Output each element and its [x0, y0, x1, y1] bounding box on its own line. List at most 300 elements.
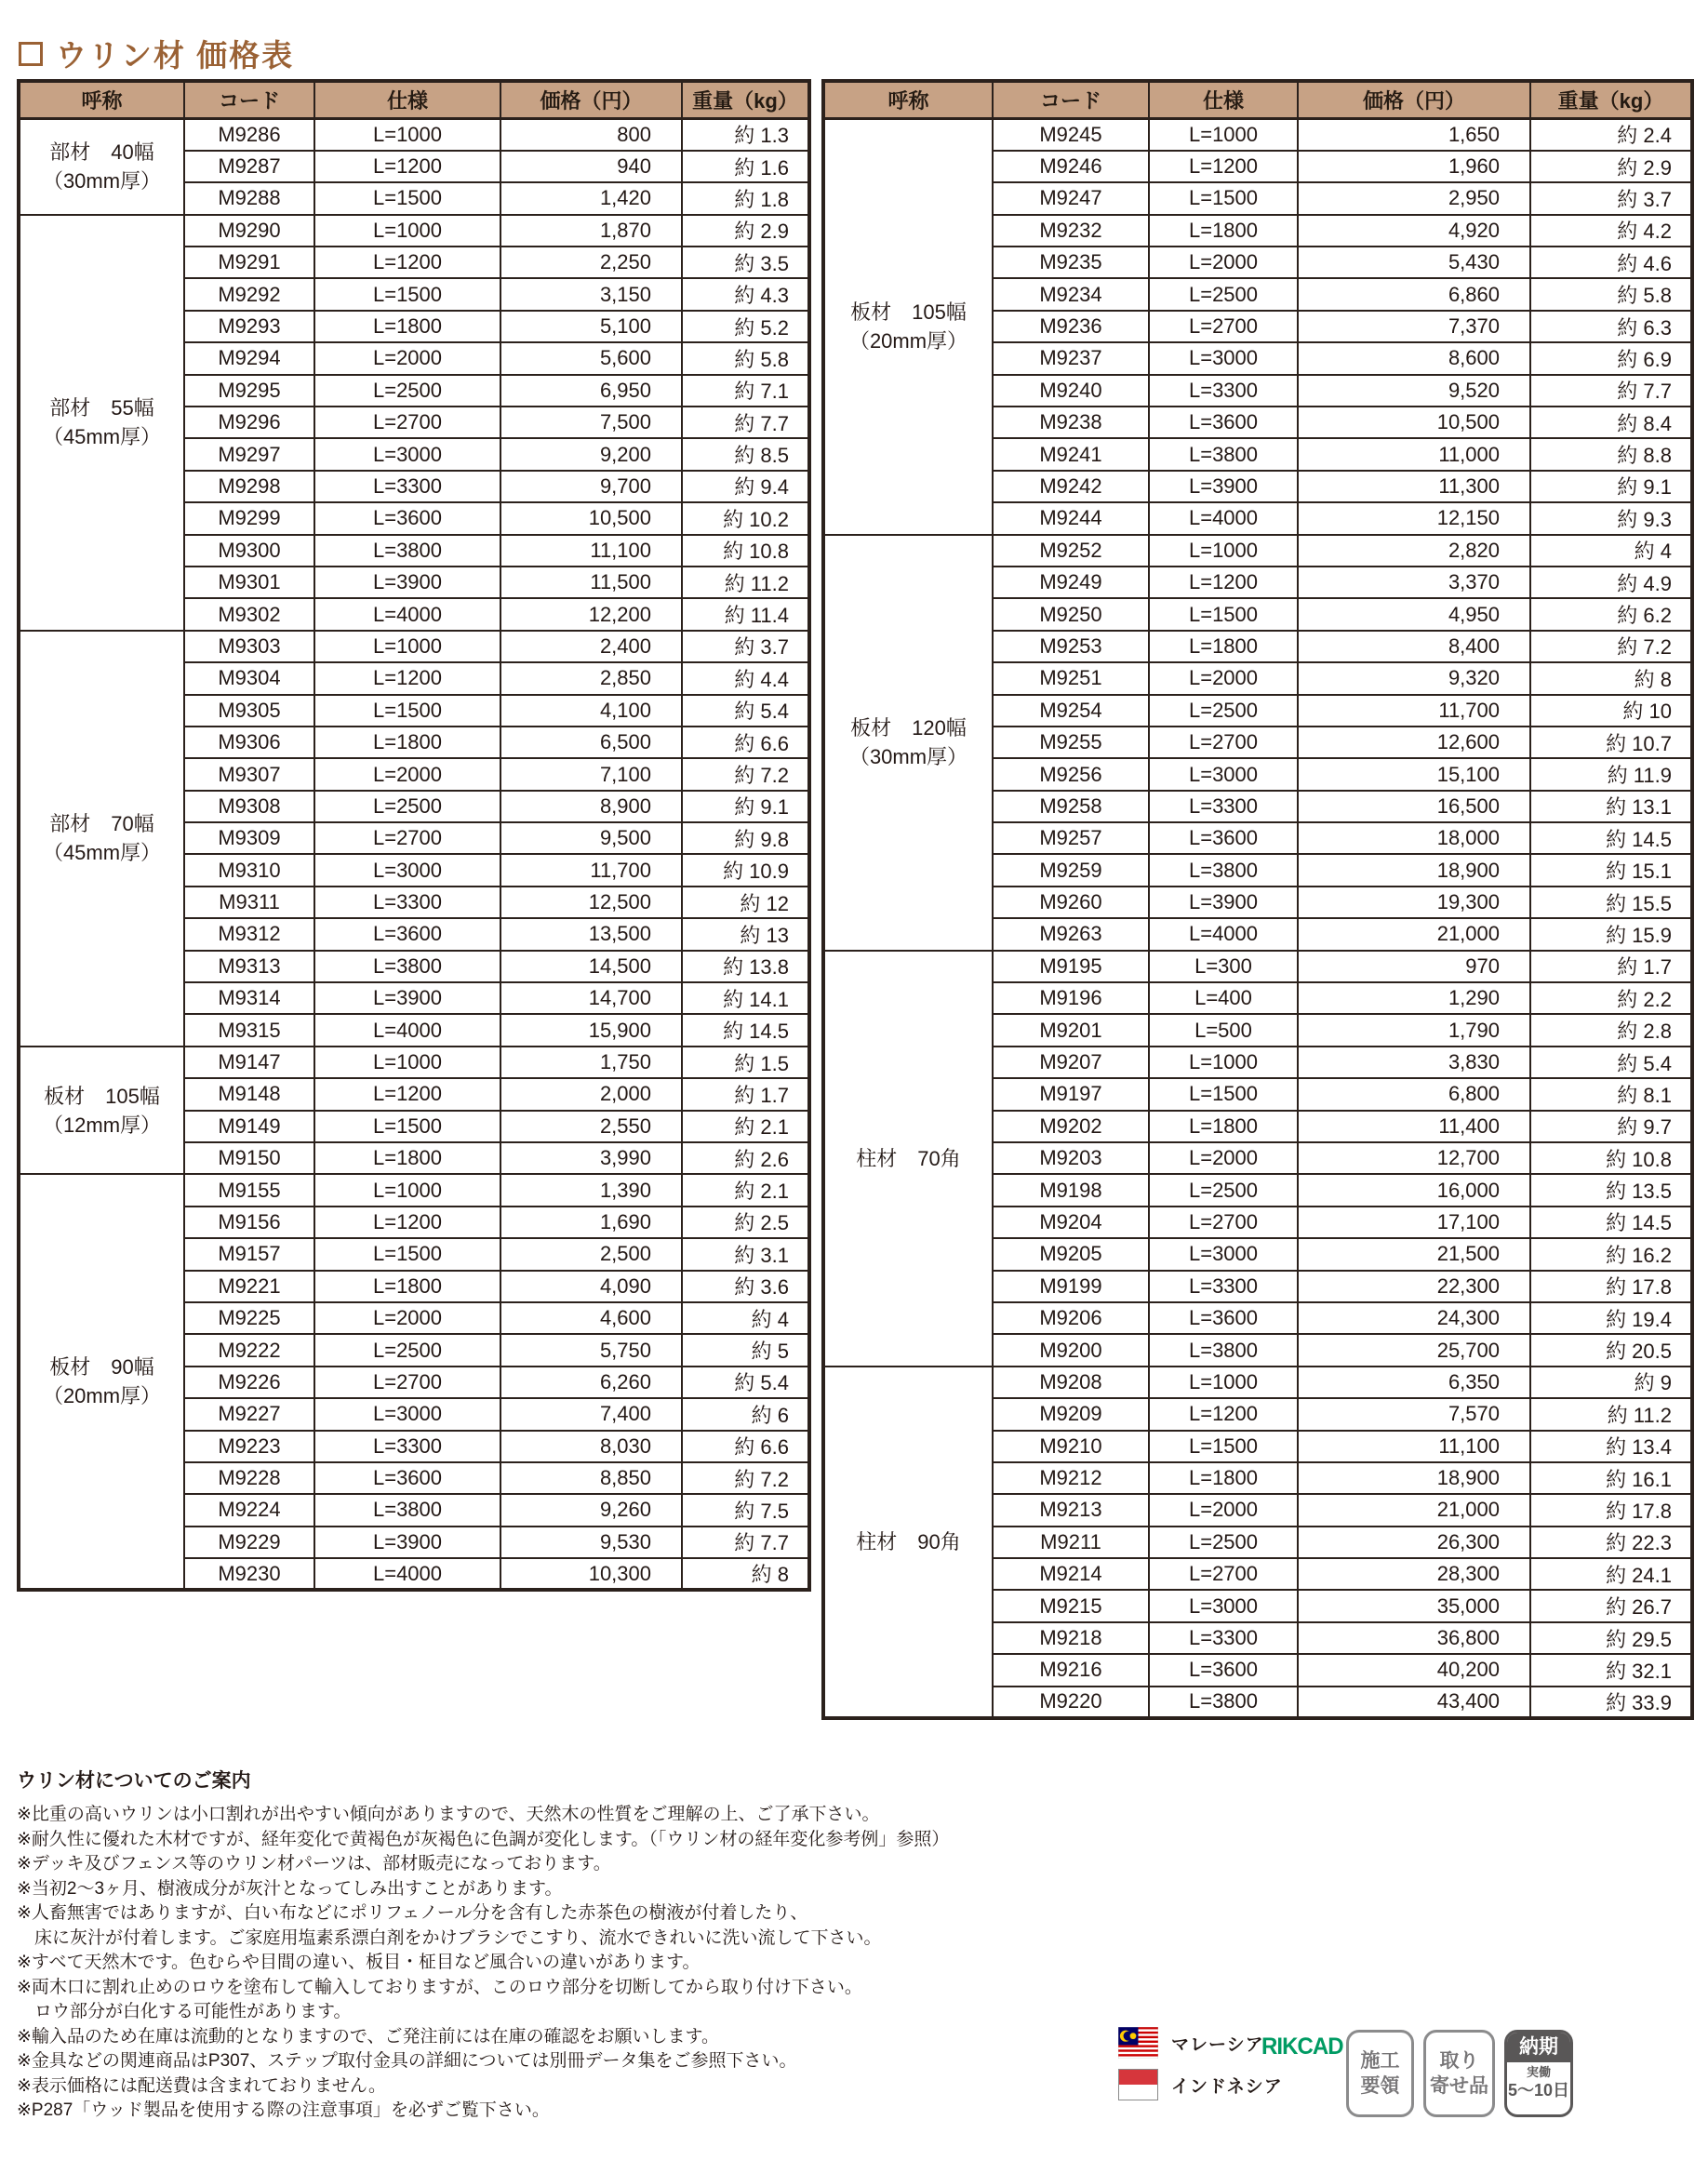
code-cell: M9196 [993, 982, 1149, 1014]
spec-cell: L=1500 [314, 1238, 500, 1270]
price-cell: 24,300 [1298, 1302, 1530, 1334]
weight-cell: 約 6.6 [682, 1431, 809, 1462]
weight-cell: 約 10.7 [1530, 727, 1692, 758]
weight-cell: 約 11.9 [1530, 758, 1692, 790]
code-cell: M9213 [993, 1494, 1149, 1526]
code-cell: M9291 [184, 247, 314, 278]
price-cell: 940 [500, 151, 682, 182]
spec-cell: L=1200 [314, 151, 500, 182]
spec-cell: L=2500 [1149, 695, 1298, 727]
code-cell: M9254 [993, 695, 1149, 727]
spec-cell: L=1000 [1149, 119, 1298, 151]
code-cell: M9200 [993, 1334, 1149, 1366]
code-cell: M9244 [993, 502, 1149, 534]
code-cell: M9209 [993, 1398, 1149, 1430]
note-line: ※当初2～3ヶ月、樹液成分が灰汁となってしみ出すことがあります。 [17, 1878, 563, 1899]
code-cell: M9226 [184, 1367, 314, 1398]
flag-row-indonesia [1118, 2069, 1283, 2100]
spec-cell: L=2000 [314, 1302, 500, 1334]
code-cell: M9292 [184, 278, 314, 310]
code-cell: M9260 [993, 887, 1149, 918]
weight-cell: 約 7.1 [682, 375, 809, 407]
table-row [19, 631, 809, 662]
price-cell: 1,790 [1298, 1014, 1530, 1046]
price-cell: 7,400 [500, 1398, 682, 1430]
weight-cell: 約 13.4 [1530, 1431, 1692, 1462]
note-line: ロウ部分が白化する可能性があります。 [17, 2002, 352, 2021]
price-table-left [17, 79, 811, 1592]
spec-cell: L=2000 [1149, 1494, 1298, 1526]
price-cell: 1,750 [500, 1047, 682, 1078]
construction-badge [1346, 2030, 1414, 2117]
spec-cell: L=2500 [1149, 278, 1298, 310]
weight-cell: 約 7.2 [682, 758, 809, 790]
price-cell: 21,000 [1298, 918, 1530, 950]
price-cell: 6,860 [1298, 278, 1530, 310]
code-cell: M9299 [184, 502, 314, 534]
spec-cell: L=3800 [314, 535, 500, 567]
code-cell: M9304 [184, 662, 314, 694]
weight-cell: 約 5.4 [1530, 1047, 1692, 1078]
note-line: ※デッキ及びフェンス等のウリン材パーツは、部材販売になっております。 [17, 1854, 611, 1873]
weight-cell: 約 2.9 [682, 215, 809, 247]
backorder-badge [1423, 2030, 1495, 2117]
code-cell: M9199 [993, 1271, 1149, 1302]
weight-cell: 約 13.5 [1530, 1174, 1692, 1206]
spec-cell: L=3300 [1149, 375, 1298, 407]
spec-cell: L=1500 [1149, 598, 1298, 630]
weight-cell: 約 8.4 [1530, 407, 1692, 438]
code-cell: M9252 [993, 535, 1149, 567]
code-cell: M9235 [993, 247, 1149, 278]
weight-cell: 約 6.3 [1530, 311, 1692, 342]
price-cell: 16,500 [1298, 791, 1530, 822]
weight-cell: 約 1.5 [682, 1047, 809, 1078]
price-cell: 12,200 [500, 598, 682, 630]
spec-cell: L=1200 [1149, 151, 1298, 182]
backorder-badge-line2: 寄せ品 [1430, 2075, 1488, 2097]
price-cell: 11,700 [500, 854, 682, 886]
price-cell: 25,700 [1298, 1334, 1530, 1366]
price-cell: 26,300 [1298, 1527, 1530, 1558]
weight-cell: 約 7.7 [682, 1527, 809, 1558]
spec-cell: L=1800 [1149, 1462, 1298, 1494]
code-cell: M9312 [184, 918, 314, 950]
price-cell: 18,900 [1298, 1462, 1530, 1494]
spec-cell: L=1000 [314, 1174, 500, 1206]
code-cell: M9227 [184, 1398, 314, 1430]
spec-cell: L=3800 [314, 951, 500, 982]
weight-cell: 約 9 [1530, 1367, 1692, 1398]
group-label: 板材 120幅 （30mm厚） [823, 535, 993, 951]
spec-cell: L=2000 [1149, 1142, 1298, 1174]
code-cell: M9293 [184, 311, 314, 342]
spec-cell: L=1000 [1149, 535, 1298, 567]
weight-cell: 約 9.3 [1530, 502, 1692, 534]
spec-cell: L=300 [1149, 951, 1298, 982]
price-cell: 11,300 [1298, 471, 1530, 502]
price-cell: 14,700 [500, 982, 682, 1014]
spec-cell: L=1000 [314, 215, 500, 247]
code-cell: M9288 [184, 182, 314, 214]
code-cell: M9253 [993, 631, 1149, 662]
code-cell: M9224 [184, 1494, 314, 1526]
code-cell: M9155 [184, 1174, 314, 1206]
code-cell: M9229 [184, 1527, 314, 1558]
weight-cell: 約 5.4 [682, 1367, 809, 1398]
spec-cell: L=3000 [1149, 758, 1298, 790]
code-cell: M9307 [184, 758, 314, 790]
code-cell: M9249 [993, 567, 1149, 598]
code-cell: M9228 [184, 1462, 314, 1494]
spec-cell: L=3800 [1149, 438, 1298, 470]
column-header: 呼称 [823, 81, 993, 119]
price-cell: 9,520 [1298, 375, 1530, 407]
spec-cell: L=2500 [314, 1334, 500, 1366]
weight-cell: 約 9.1 [1530, 471, 1692, 502]
code-cell: M9306 [184, 727, 314, 758]
price-cell: 5,750 [500, 1334, 682, 1366]
price-cell: 19,300 [1298, 887, 1530, 918]
weight-cell: 約 14.1 [682, 982, 809, 1014]
price-cell: 1,690 [500, 1207, 682, 1238]
spec-cell: L=3300 [314, 887, 500, 918]
column-header: 仕様 [314, 81, 500, 119]
code-cell: M9245 [993, 119, 1149, 151]
price-cell: 9,700 [500, 471, 682, 502]
spec-cell: L=1500 [314, 278, 500, 310]
code-cell: M9208 [993, 1367, 1149, 1398]
price-cell: 9,200 [500, 438, 682, 470]
weight-cell: 約 22.3 [1530, 1527, 1692, 1558]
spec-cell: L=1000 [314, 631, 500, 662]
price-cell: 2,550 [500, 1111, 682, 1142]
code-cell: M9242 [993, 471, 1149, 502]
code-cell: M9215 [993, 1590, 1149, 1621]
price-cell: 15,100 [1298, 758, 1530, 790]
page-title: ウリン材 価格表 [56, 38, 295, 73]
weight-cell: 約 16.2 [1530, 1238, 1692, 1270]
code-cell: M9308 [184, 791, 314, 822]
weight-cell: 約 7.7 [682, 407, 809, 438]
weight-cell: 約 20.5 [1530, 1334, 1692, 1366]
price-cell: 2,000 [500, 1078, 682, 1110]
price-cell: 12,600 [1298, 727, 1530, 758]
price-cell: 8,030 [500, 1431, 682, 1462]
spec-cell: L=1500 [314, 182, 500, 214]
price-cell: 8,600 [1298, 342, 1530, 374]
price-cell: 7,570 [1298, 1398, 1530, 1430]
price-cell: 16,000 [1298, 1174, 1530, 1206]
code-cell: M9263 [993, 918, 1149, 950]
code-cell: M9309 [184, 822, 314, 854]
weight-cell: 約 8.8 [1530, 438, 1692, 470]
price-table-right [821, 79, 1694, 1720]
code-cell: M9195 [993, 951, 1149, 982]
price-cell: 28,300 [1298, 1558, 1530, 1590]
code-cell: M9202 [993, 1111, 1149, 1142]
group-label: 部材 40幅 （30mm厚） [19, 119, 184, 215]
code-cell: M9237 [993, 342, 1149, 374]
spec-cell: L=2500 [1149, 1174, 1298, 1206]
spec-cell: L=1200 [1149, 1398, 1298, 1430]
spec-cell: L=3800 [314, 1494, 500, 1526]
spec-cell: L=1000 [1149, 1047, 1298, 1078]
price-cell: 4,090 [500, 1271, 682, 1302]
price-cell: 4,600 [500, 1302, 682, 1334]
code-cell: M9301 [184, 567, 314, 598]
code-cell: M9298 [184, 471, 314, 502]
weight-cell: 約 10.9 [682, 854, 809, 886]
weight-cell: 約 3.7 [1530, 182, 1692, 214]
price-cell: 5,600 [500, 342, 682, 374]
weight-cell: 約 4.9 [1530, 567, 1692, 598]
weight-cell: 約 13.8 [682, 951, 809, 982]
spec-cell: L=3600 [1149, 1654, 1298, 1686]
delivery-badge [1504, 2030, 1573, 2117]
code-cell: M9225 [184, 1302, 314, 1334]
price-cell: 5,100 [500, 311, 682, 342]
indonesia-flag-icon [1118, 2069, 1158, 2100]
price-cell: 800 [500, 119, 682, 151]
weight-cell: 約 8.5 [682, 438, 809, 470]
price-cell: 7,100 [500, 758, 682, 790]
page-title-row [19, 32, 294, 75]
code-cell: M9236 [993, 311, 1149, 342]
weight-cell: 約 3.1 [682, 1238, 809, 1270]
price-cell: 10,300 [500, 1558, 682, 1590]
spec-cell: L=3000 [314, 854, 500, 886]
price-cell: 2,950 [1298, 182, 1530, 214]
spec-cell: L=3800 [1149, 1687, 1298, 1718]
spec-cell: L=1500 [1149, 1431, 1298, 1462]
column-header: 呼称 [19, 81, 184, 119]
spec-cell: L=4000 [314, 1558, 500, 1590]
code-cell: M9149 [184, 1111, 314, 1142]
price-cell: 13,500 [500, 918, 682, 950]
spec-cell: L=2000 [1149, 247, 1298, 278]
price-cell: 1,870 [500, 215, 682, 247]
price-cell: 22,300 [1298, 1271, 1530, 1302]
price-cell: 21,000 [1298, 1494, 1530, 1526]
weight-cell: 約 3.6 [682, 1271, 809, 1302]
spec-cell: L=1200 [314, 247, 500, 278]
column-header: コード [993, 81, 1149, 119]
spec-cell: L=1800 [1149, 631, 1298, 662]
price-cell: 2,820 [1298, 535, 1530, 567]
column-header: 価格（円） [500, 81, 682, 119]
weight-cell: 約 16.1 [1530, 1462, 1692, 1494]
weight-cell: 約 29.5 [1530, 1622, 1692, 1654]
weight-cell: 約 13 [682, 918, 809, 950]
code-cell: M9222 [184, 1334, 314, 1366]
group-label: 柱材 90角 [823, 1367, 993, 1718]
spec-cell: L=2700 [1149, 727, 1298, 758]
code-cell: M9257 [993, 822, 1149, 854]
price-cell: 10,500 [500, 502, 682, 534]
code-cell: M9147 [184, 1047, 314, 1078]
construction-badge-line1: 施工 [1360, 2050, 1400, 2072]
weight-cell: 約 1.7 [682, 1078, 809, 1110]
code-cell: M9218 [993, 1622, 1149, 1654]
code-cell: M9221 [184, 1271, 314, 1302]
price-cell: 3,370 [1298, 567, 1530, 598]
weight-cell: 約 8.1 [1530, 1078, 1692, 1110]
group-label: 板材 105幅 （12mm厚） [19, 1047, 184, 1175]
code-cell: M9204 [993, 1207, 1149, 1238]
table-row [823, 951, 1692, 982]
code-cell: M9310 [184, 854, 314, 886]
weight-cell: 約 15.5 [1530, 887, 1692, 918]
spec-cell: L=1200 [314, 662, 500, 694]
weight-cell: 約 6 [682, 1398, 809, 1430]
code-cell: M9259 [993, 854, 1149, 886]
price-cell: 1,960 [1298, 151, 1530, 182]
price-cell: 35,000 [1298, 1590, 1530, 1621]
spec-cell: L=2700 [314, 822, 500, 854]
code-cell: M9313 [184, 951, 314, 982]
weight-cell: 約 2.2 [1530, 982, 1692, 1014]
price-cell: 970 [1298, 951, 1530, 982]
weight-cell: 約 5.4 [682, 695, 809, 727]
code-cell: M9148 [184, 1078, 314, 1110]
spec-cell: L=3300 [1149, 1271, 1298, 1302]
price-cell: 3,990 [500, 1142, 682, 1174]
weight-cell: 約 13.1 [1530, 791, 1692, 822]
spec-cell: L=1200 [1149, 567, 1298, 598]
weight-cell: 約 5.8 [1530, 278, 1692, 310]
price-cell: 4,950 [1298, 598, 1530, 630]
weight-cell: 約 8 [682, 1558, 809, 1590]
table-row [19, 119, 809, 151]
weight-cell: 約 2.5 [682, 1207, 809, 1238]
notes-title: ウリン材についてのご案内 [17, 1770, 251, 1792]
code-cell: M9315 [184, 1014, 314, 1046]
code-cell: M9156 [184, 1207, 314, 1238]
code-cell: M9230 [184, 1558, 314, 1590]
price-cell: 17,100 [1298, 1207, 1530, 1238]
weight-cell: 約 3.7 [682, 631, 809, 662]
spec-cell: L=2500 [314, 791, 500, 822]
group-label: 板材 105幅 （20mm厚） [823, 119, 993, 535]
price-cell: 40,200 [1298, 1654, 1530, 1686]
code-cell: M9255 [993, 727, 1149, 758]
spec-cell: L=2000 [314, 758, 500, 790]
column-header: 価格（円） [1298, 81, 1530, 119]
code-cell: M9238 [993, 407, 1149, 438]
price-cell: 11,400 [1298, 1111, 1530, 1142]
weight-cell: 約 4.4 [682, 662, 809, 694]
code-cell: M9302 [184, 598, 314, 630]
flag-label-malaysia: マレーシア [1171, 2034, 1264, 2055]
spec-cell: L=1000 [314, 119, 500, 151]
weight-cell: 約 2.4 [1530, 119, 1692, 151]
price-cell: 6,260 [500, 1367, 682, 1398]
weight-cell: 約 33.9 [1530, 1687, 1692, 1718]
column-header: 重量（kg） [1530, 81, 1692, 119]
price-cell: 18,000 [1298, 822, 1530, 854]
weight-cell: 約 19.4 [1530, 1302, 1692, 1334]
weight-cell: 約 9.7 [1530, 1111, 1692, 1142]
spec-cell: L=3300 [1149, 791, 1298, 822]
delivery-badge-sub: 実働 [1526, 2065, 1551, 2079]
spec-cell: L=1200 [314, 1207, 500, 1238]
code-cell: M9250 [993, 598, 1149, 630]
weight-cell: 約 5.2 [682, 311, 809, 342]
weight-cell: 約 32.1 [1530, 1654, 1692, 1686]
code-cell: M9223 [184, 1431, 314, 1462]
price-cell: 18,900 [1298, 854, 1530, 886]
price-cell: 5,430 [1298, 247, 1530, 278]
price-cell: 9,500 [500, 822, 682, 854]
price-cell: 4,920 [1298, 215, 1530, 247]
spec-cell: L=3300 [1149, 1622, 1298, 1654]
price-cell: 21,500 [1298, 1238, 1530, 1270]
weight-cell: 約 12 [682, 887, 809, 918]
weight-cell: 約 10.8 [682, 535, 809, 567]
weight-cell: 約 4.2 [1530, 215, 1692, 247]
price-cell: 6,500 [500, 727, 682, 758]
weight-cell: 約 17.8 [1530, 1494, 1692, 1526]
note-line: ※両木口に割れ止めのロウを塗布して輸入しておりますが、このロウ部分を切断してから取り付け下さい。 [17, 1977, 862, 1997]
spec-cell: L=400 [1149, 982, 1298, 1014]
spec-cell: L=1800 [314, 727, 500, 758]
code-cell: M9216 [993, 1654, 1149, 1686]
group-label: 柱材 70角 [823, 951, 993, 1367]
price-cell: 1,290 [1298, 982, 1530, 1014]
weight-cell: 約 7.2 [682, 1462, 809, 1494]
group-label: 板材 90幅 （20mm厚） [19, 1174, 184, 1590]
spec-cell: L=3900 [314, 567, 500, 598]
weight-cell: 約 6.6 [682, 727, 809, 758]
table-row [19, 215, 809, 247]
code-cell: M9287 [184, 151, 314, 182]
price-cell: 2,850 [500, 662, 682, 694]
spec-cell: L=2700 [314, 1367, 500, 1398]
price-cell: 36,800 [1298, 1622, 1530, 1654]
table-row [823, 535, 1692, 567]
table-row [19, 1047, 809, 1078]
spec-cell: L=2500 [314, 375, 500, 407]
note-line: ※表示価格には配送費は含まれておりません。 [17, 2075, 387, 2096]
spec-cell: L=2700 [1149, 1558, 1298, 1590]
code-cell: M9246 [993, 151, 1149, 182]
code-cell: M9211 [993, 1527, 1149, 1558]
spec-cell: L=3600 [314, 918, 500, 950]
delivery-badge-days: 5～10日 [1507, 2081, 1570, 2100]
price-cell: 11,500 [500, 567, 682, 598]
price-cell: 2,400 [500, 631, 682, 662]
spec-cell: L=3900 [1149, 887, 1298, 918]
spec-cell: L=1800 [314, 1271, 500, 1302]
spec-cell: L=3000 [1149, 1590, 1298, 1621]
weight-cell: 約 4 [1530, 535, 1692, 567]
weight-cell: 約 14.5 [1530, 822, 1692, 854]
price-cell: 2,500 [500, 1238, 682, 1270]
note-line: ※輸入品のため在庫は流動的となりますので、ご発注前には在庫の確認をお願いします。 [17, 2026, 720, 2047]
price-cell: 8,400 [1298, 631, 1530, 662]
note-line: ※耐久性に優れた木材ですが、経年変化で黄褐色が灰褐色に色調が変化します。（「ウリン材の経年変化参考例」参照） [17, 1829, 950, 1849]
backorder-badge-line1: 取り [1439, 2050, 1479, 2072]
weight-cell: 約 4 [682, 1302, 809, 1334]
weight-cell: 約 5 [682, 1334, 809, 1366]
code-cell: M9294 [184, 342, 314, 374]
spec-cell: L=1000 [314, 1047, 500, 1078]
weight-cell: 約 11.4 [682, 598, 809, 630]
code-cell: M9296 [184, 407, 314, 438]
code-cell: M9205 [993, 1238, 1149, 1270]
weight-cell: 約 6.9 [1530, 342, 1692, 374]
